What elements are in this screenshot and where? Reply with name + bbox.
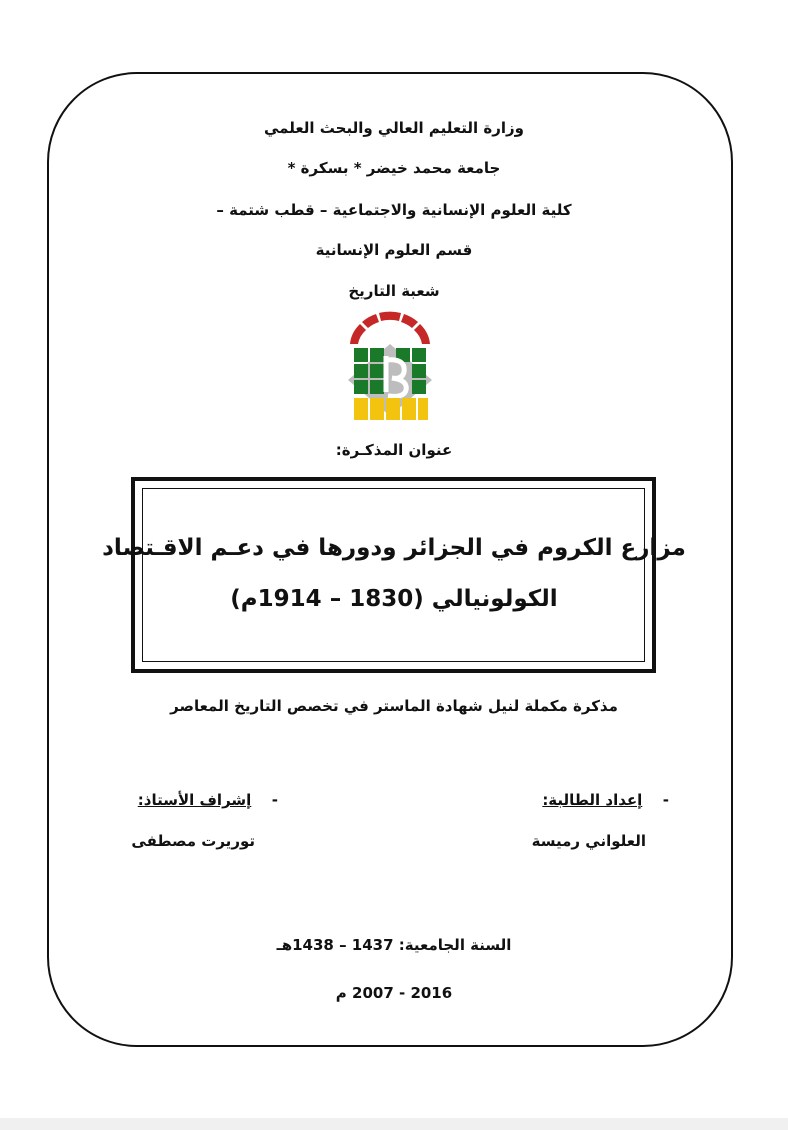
thesis-title-line-1: مزارع الكروم في الجزائر ودورها في دعـم الاقـتصاد [102,535,686,561]
university-name: جامعة محمد خيضر * بسكرة * [287,159,501,177]
university-logo-icon [344,310,436,422]
thesis-title-line-2: الكولونيالي (1830 – 1914م) [230,586,558,612]
supervisor-bullet: - [271,791,278,809]
academic-year-hijri: السنة الجامعية: 1437 – 1438هـ [276,936,512,954]
supervisor-label: إشراف الأستاذ: [137,791,252,809]
bottom-strip [0,1118,788,1130]
supervisor-name: توريرت مصطفى [131,832,255,850]
student-label: إعداد الطالبة: [542,791,643,809]
thesis-purpose: مذكرة مكملة لنيل شهادة الماستر في تخصص التاريخ المعاصر [170,697,618,715]
student-label-row [542,790,669,810]
faculty-name: كلية العلوم الإنسانية والاجتماعية – قطب شتمة – [216,201,572,219]
student-name: العلواني رميسة [531,832,646,850]
branch-name: شعبة التاريخ [348,282,440,300]
supervisor-label-row [138,790,278,810]
thesis-title-label: عنوان المذكـرة: [335,441,453,459]
academic-year-gregorian: 2016 - 2007 م [335,984,453,1002]
department-name: قسم العلوم الإنسانية [315,241,473,259]
title-box-inner-border [142,488,645,662]
title-box [131,477,656,673]
student-bullet: - [662,791,669,809]
ministry-name: وزارة التعليم العالي والبحث العلمي [263,119,525,137]
